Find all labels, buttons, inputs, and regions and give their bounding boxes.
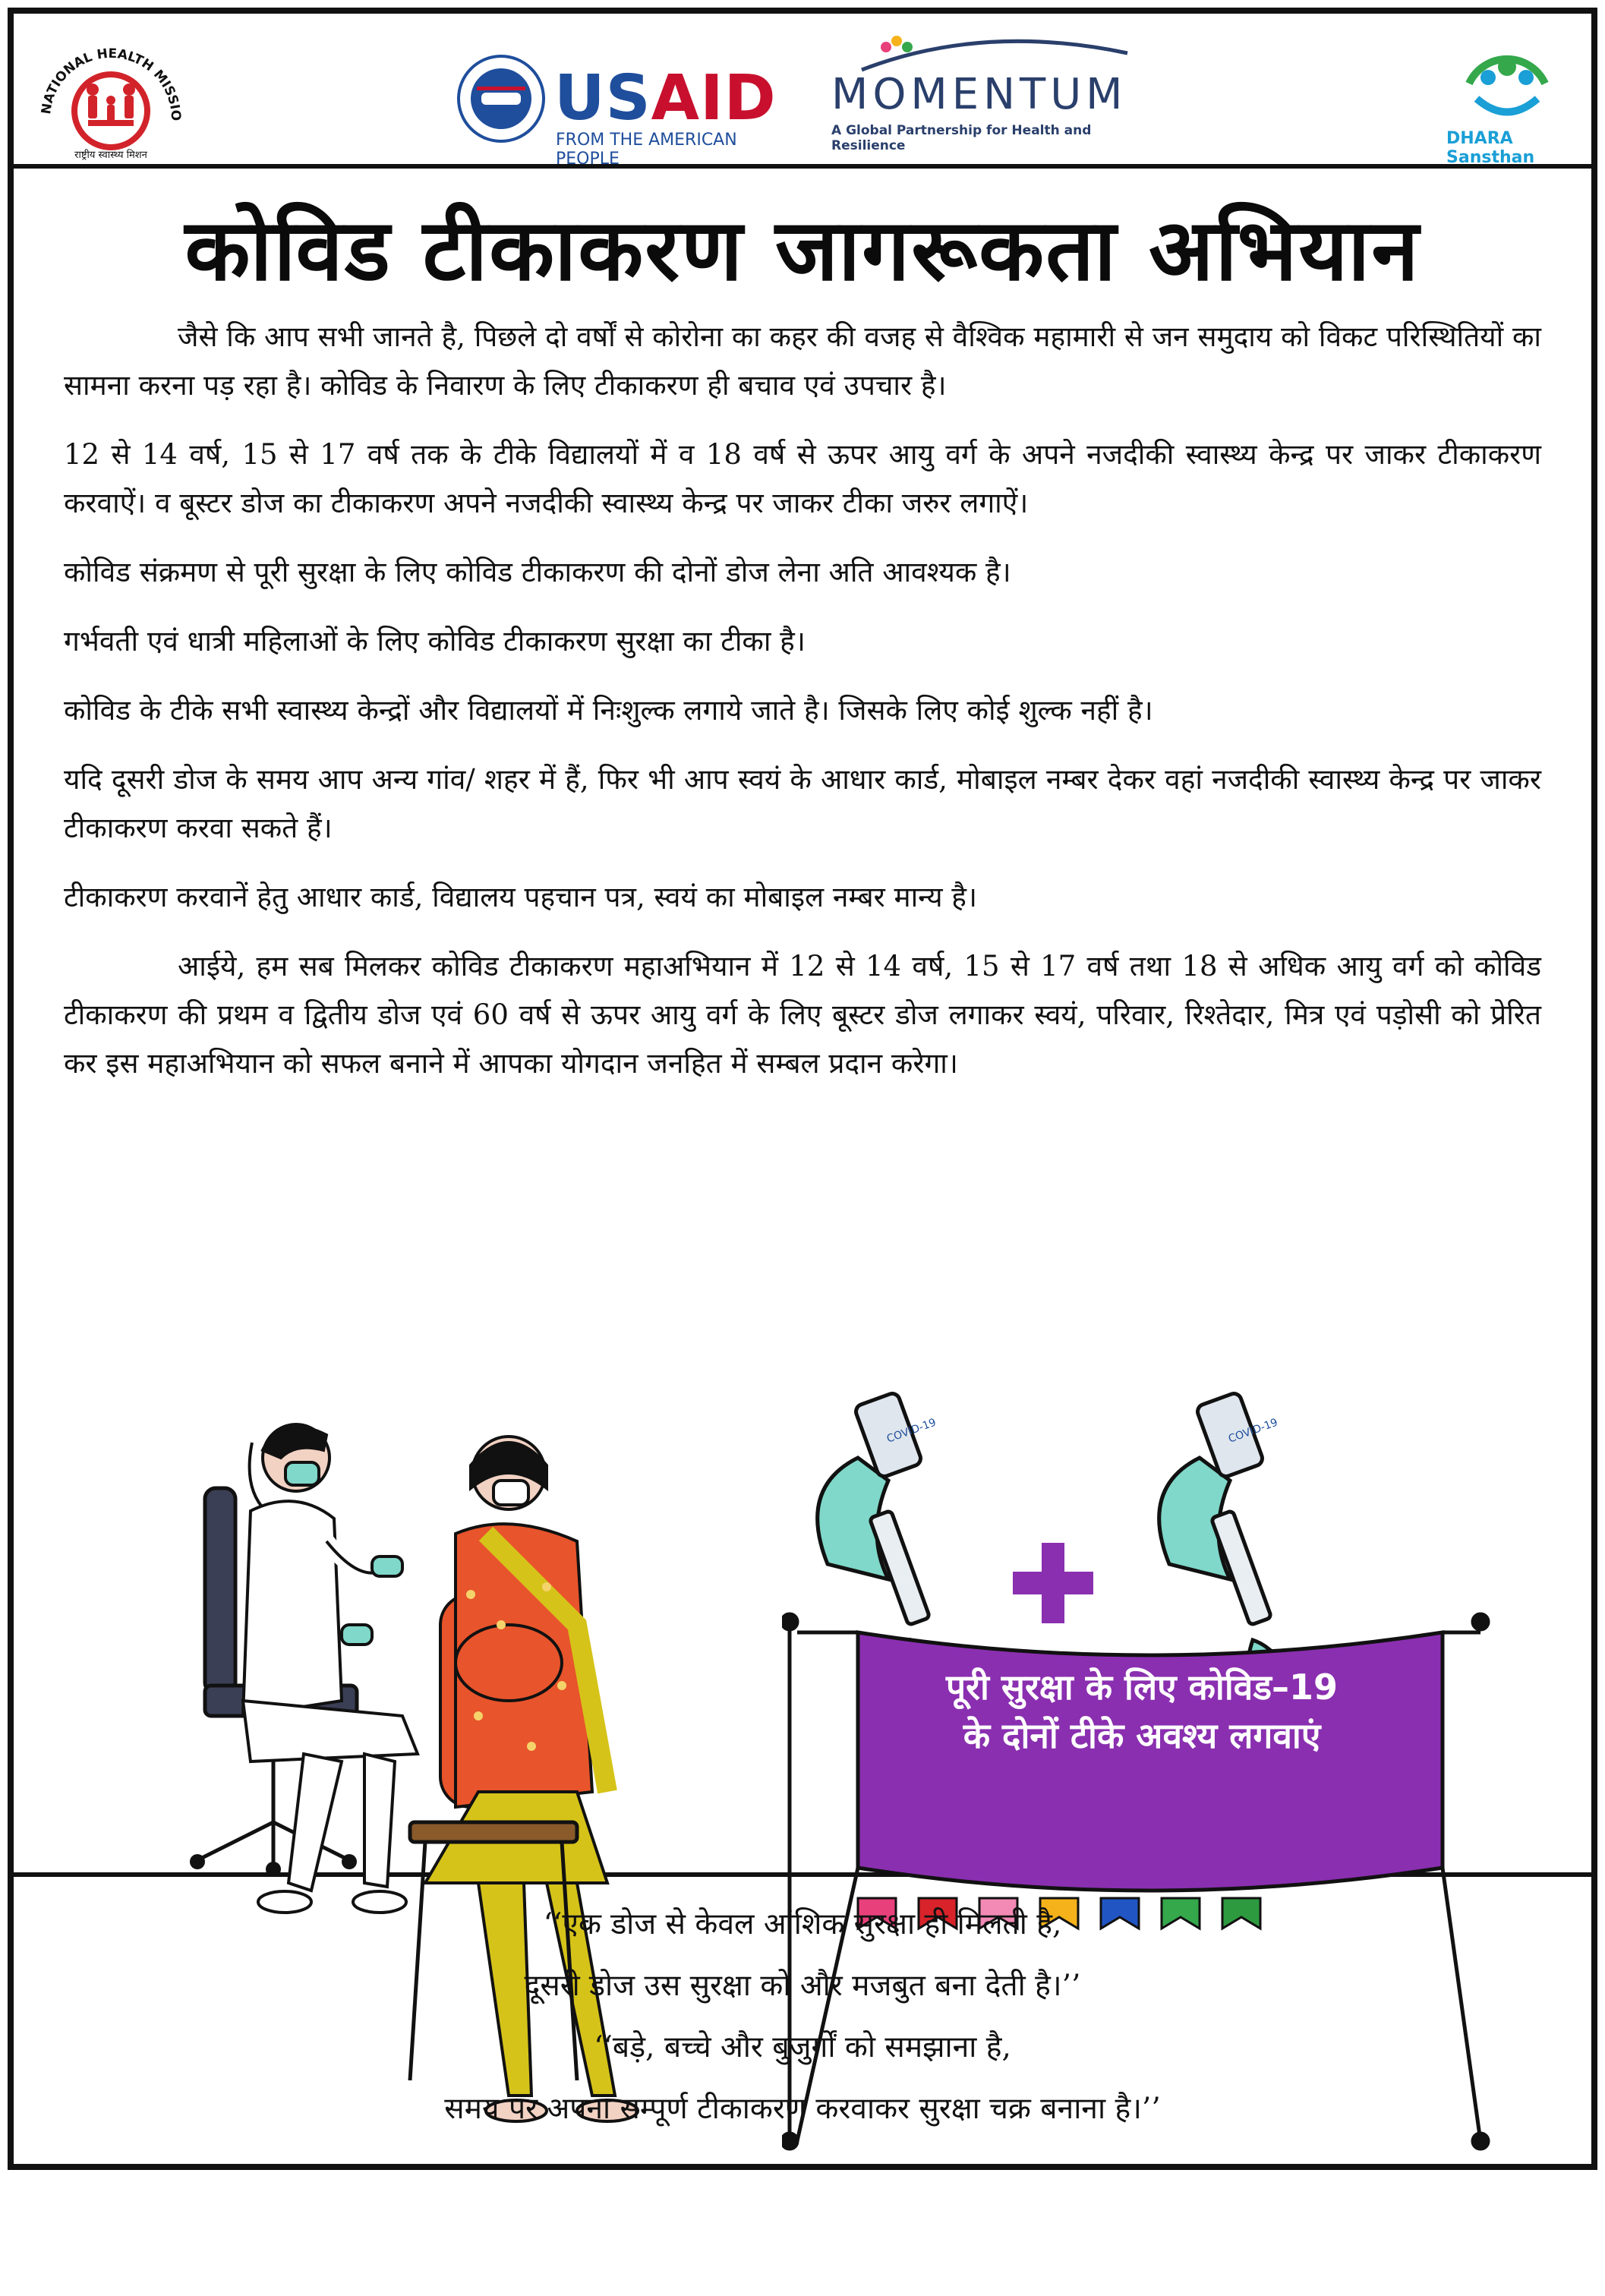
footer-quotes [15,1894,1590,2140]
banner-line-1: पूरी सुरक्षा के लिए कोविड–19 [946,1667,1338,1708]
vaccination-illustration [152,1397,729,2278]
vaccine-banner-illustration [782,1382,1503,2293]
paragraph-intro: जैसे कि आप सभी जानते है, पिछले दो वर्षों से कोरोना का कहर की वजह से वैश्विक महामारी से जन समुदाय को विकट परिस्थितियों का सामना करना पड़ रहा है। कोविड के निवारण के लिए टीकाकरण ही बचाव एवं उपचार है। [64,320,1541,402]
paragraph-second-dose: यदि दूसरी डोज के समय आप अन्य गांव/ शहर में हैं, फिर भी आप स्वयं के आधार कार्ड, मोबाइल नम्बर देकर वहां नजदीकी स्वास्थ्य केन्द्र पर जाकर टीकाकरण करवा सकते हैं। [64,763,1541,844]
momentum-tagline: A Global Partnership for Health and Resilience [831,123,1092,153]
vial-label-left: COVID-19 [884,1416,938,1446]
usaid-tagline: FROM THE AMERICAN PEOPLE [556,131,737,169]
dhara-name: DHARA Sansthan [1446,129,1535,167]
banner-line-2: के दोनों टीके अवश्य लगवाएं [963,1715,1321,1756]
paragraph-free: कोविड के टीके सभी स्वास्थ्य केन्द्रों और विद्यालयों में निःशुल्क लगाये जाते है। जिसके लिए कोई शुल्क नहीं है। [64,694,1153,727]
usaid-name: USAID [554,62,777,134]
header-divider [8,164,1597,169]
vial-label-right: COVID-19 [1226,1416,1280,1446]
quote-line-4: समय पर अपना सम्पूर्ण टीकाकरण करवाकर सुरक्षा चक्र बनाना है।’’ [444,2092,1161,2126]
quote-line-2: दूसरी डोज उस सुरक्षा को और मजबुत बना देती है।’’ [524,1969,1081,2003]
page-title: कोविड टीकाकरण जागरूकता अभियान [184,201,1421,300]
usaid-logo [456,46,777,169]
quote-line-1: ‘‘एक डोज से केवल आंशिक सुरक्षा ही मिलती है, [543,1907,1062,1941]
dhara-logo [1446,30,1568,167]
nhm-ring-text: NATIONAL HEALTH MISSIO [39,46,184,121]
paragraph-pregnant: गर्भवती एवं धात्री महिलाओं के लिए कोविड टीकाकरण सुरक्षा का टीका है। [64,625,806,658]
body-text [64,313,1541,1109]
paragraph-age-groups: 12 से 14 वर्ष, 15 से 17 वर्ष तक के टीके विद्यालयों में व 18 वर्ष से ऊपर आयु वर्ग के अपने नजदीकी स्वास्थ्य केन्द्र पर जाकर टीकाकरण करवाऐं। व बूस्टर डोज का टीकाकरण अपने नजदीकी स्वास्थ्य केन्द्र पर जाकर टीका जरुर लगाऐं। [64,438,1541,519]
nhm-sub-text: राष्ट्रीय स्वास्थ्य मिशन [74,150,147,161]
paragraph-appeal: आईये, हम सब मिलकर कोविड टीकाकरण महाअभियान में 12 से 14 वर्ष, 15 से 17 वर्ष तथा 18 से अधिक आयु वर्ग को कोविड टीकाकरण की प्रथम व द्वितीय डोज एवं 60 वर्ष से ऊपर आयु वर्ग के लिए बूस्टर डोज लगाकर स्वयं, परिवार, रिश्तेदार, मित्र एवं पड़ोसी को प्रेरित कर इस महाअभियान को सफल बनाने में आपका योगदान जनहित में सम्बल प्रदान करेगा। [64,950,1541,1080]
nhm-logo [27,27,194,164]
quote-line-3: ‘‘बड़े, बच्चे और बुजुर्गों को समझाना है, [594,2030,1011,2064]
paragraph-two-doses: कोविड संक्रमण से पूरी सुरक्षा के लिए कोविड टीकाकरण की दोनों डोज लेना अति आवश्यक है। [64,556,1011,588]
paragraph-documents: टीकाकरण करवानें हेतु आधार कार्ड, विद्यालय पहचान पत्र, स्वयं का मोबाइल नम्बर मान्य है। [64,881,977,913]
momentum-name: MOMENTUM [831,70,1127,119]
banner-slogan [861,1663,1423,1760]
momentum-logo [816,30,1135,153]
